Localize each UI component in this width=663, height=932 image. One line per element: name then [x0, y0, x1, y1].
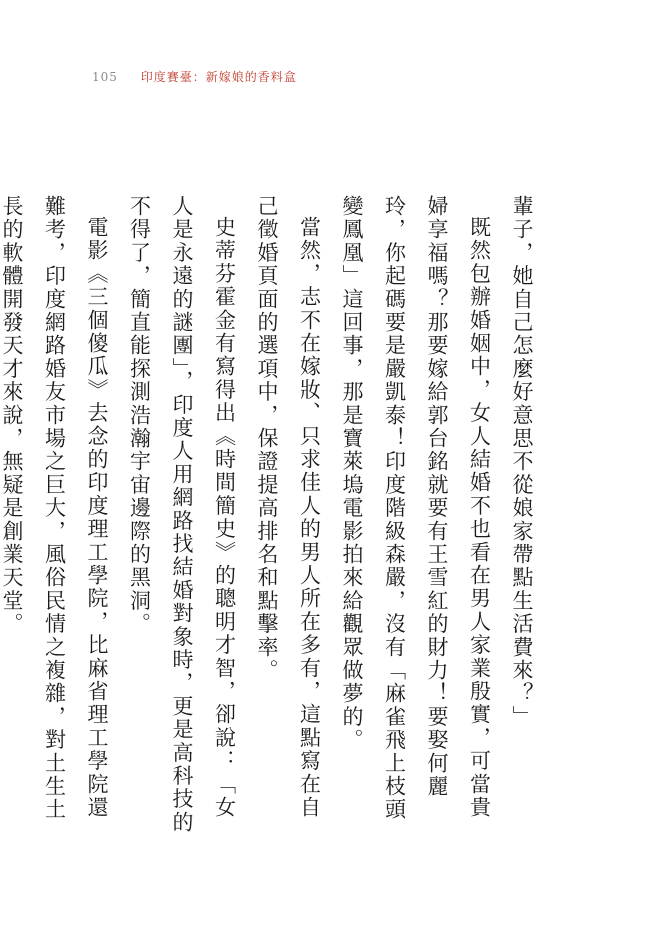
body-text	[0, 195, 543, 835]
paragraph: 電影《三個傻瓜》去念的印度理工學院，比麻省理工學院還難考，印度網路婚友市場之巨大，風俗民情之複雜，對土生土長的軟體開發天才來說，無疑是創業天堂。	[0, 195, 109, 822]
paragraph: 當然，志不在嫁妝、只求佳人的男人所在多有，這點寫在自己徵婚頁面的選項中，保證提高排名和點擊率。	[255, 195, 322, 820]
page-number: 105	[92, 70, 118, 84]
paragraph: 史蒂芬霍金有寫得出《時間簡史》的聰明才智，卻說：「女人是永遠的謎團」，印度人用網路找結婚對象時，更是高科技的不得了，簡直能探測浩瀚宇宙邊際的黑洞。	[127, 195, 237, 835]
paragraph: 既然包辦婚姻中，女人結婚不也看在男人家業殷實，可當貴婦享福嗎？那要嫁給郭台銘就要有王雪紅的財力！要娶何麗玲，你起碼要是嚴凱泰！印度階級森嚴，沒有「麻雀飛上枝頭變鳳凰」這回事，那是寶萊塢電影拍來給觀眾做夢的。	[340, 195, 492, 822]
page-header	[92, 68, 297, 85]
paragraph: 輩子，她自己怎麼好意思不從娘家帶點生活費來？」	[510, 195, 534, 729]
running-title: 印度賽臺：新嫁娘的香料盒	[140, 70, 297, 84]
